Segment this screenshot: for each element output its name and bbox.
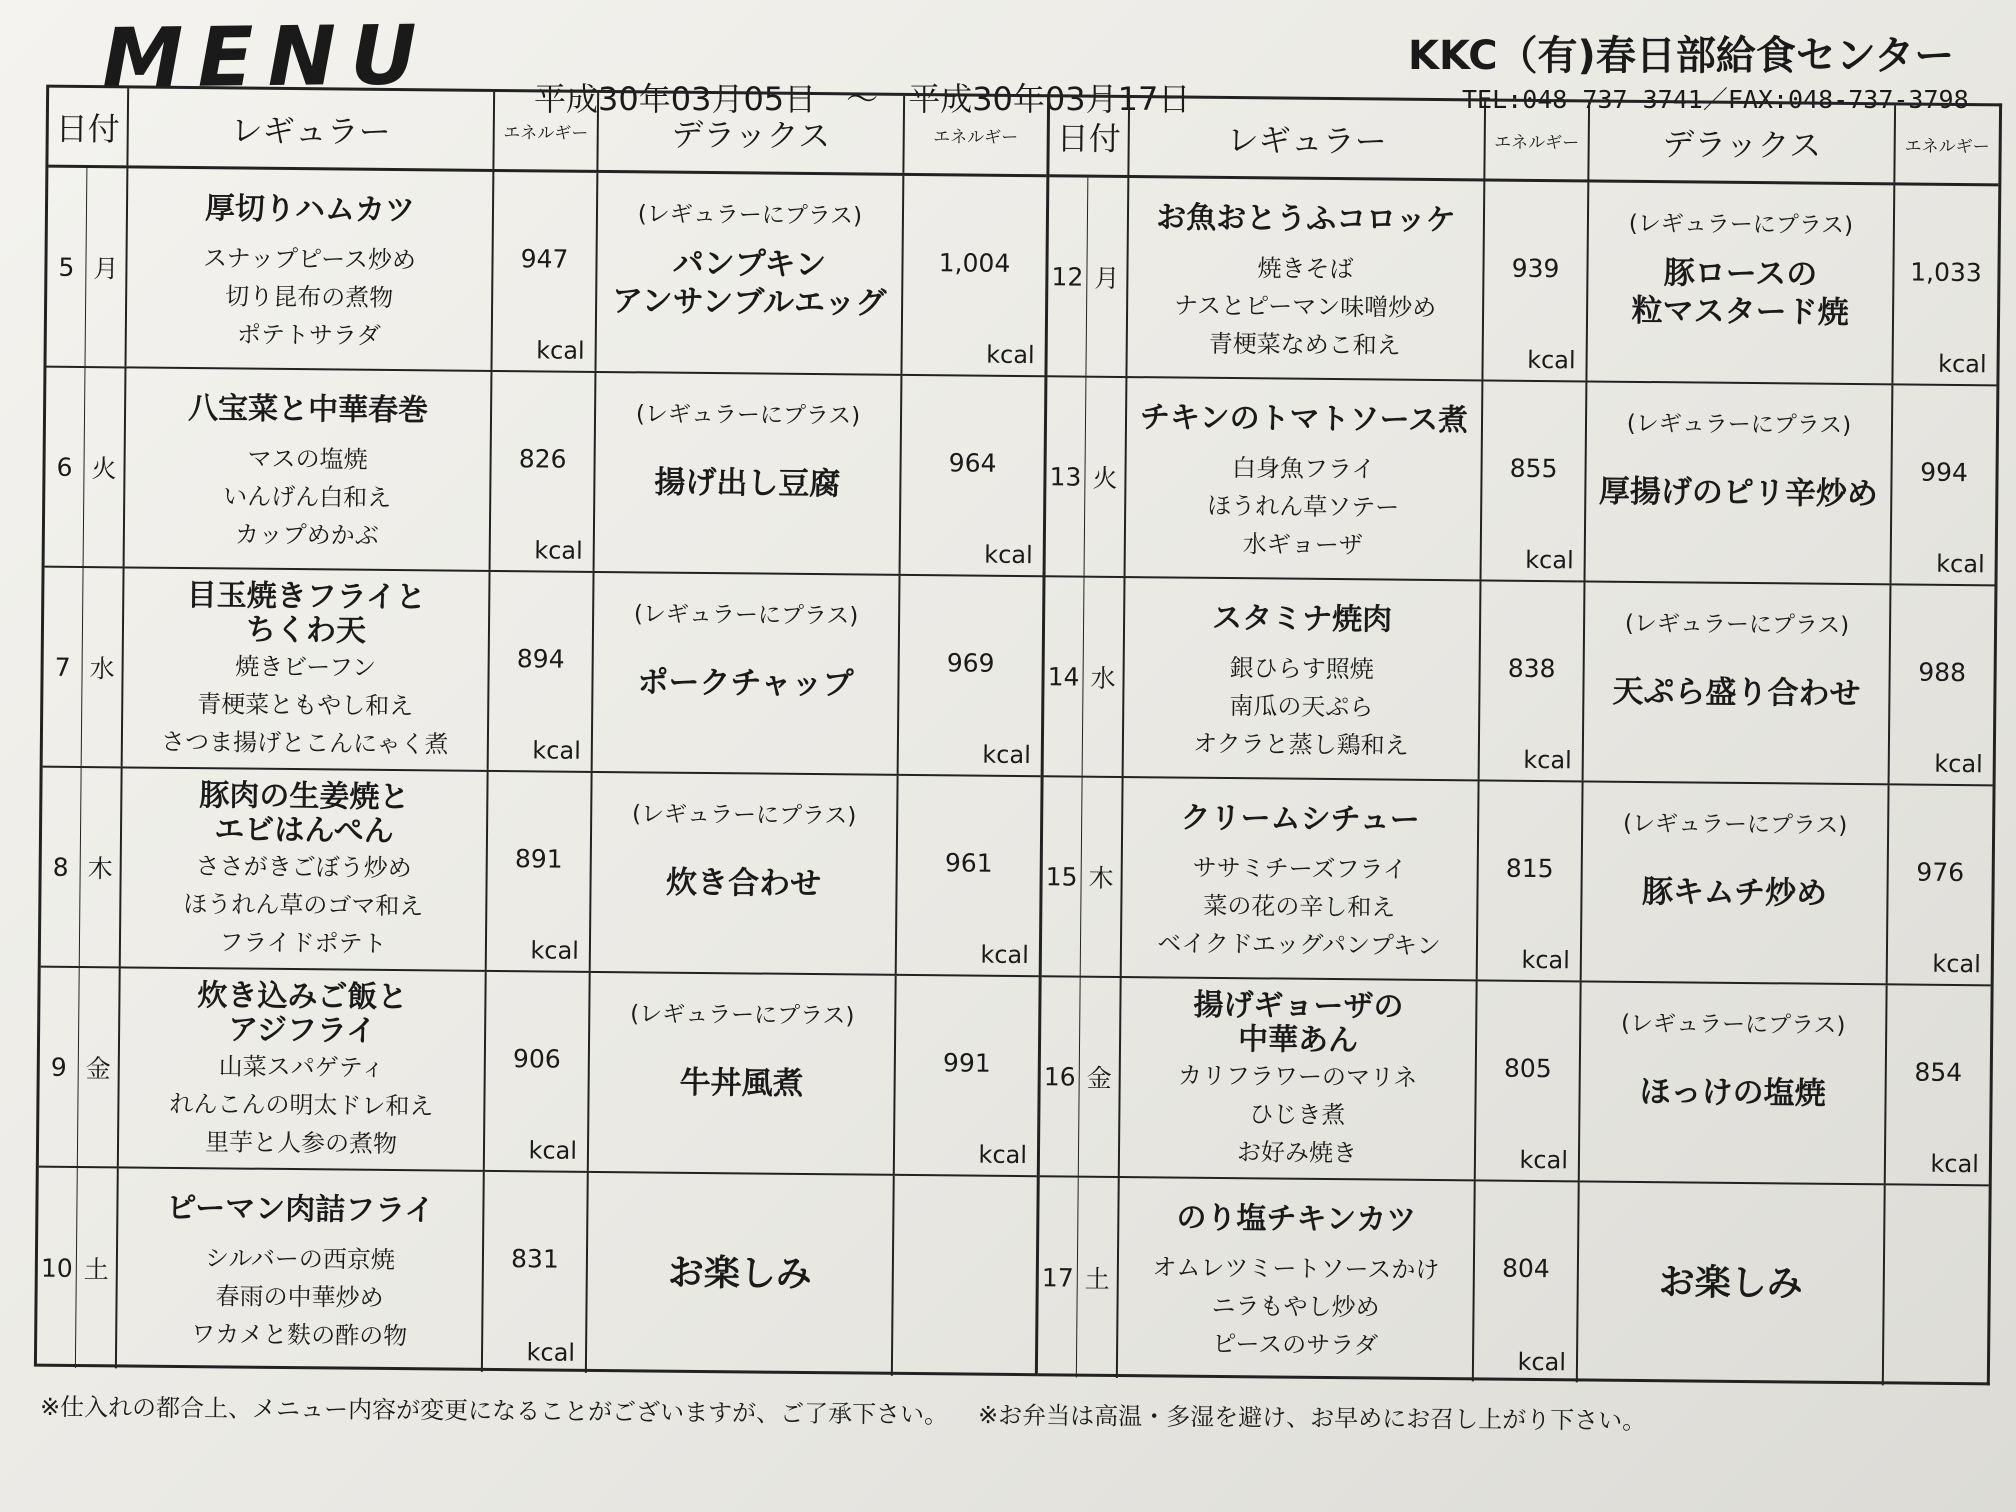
- kcal-unit: kcal: [1519, 1145, 1569, 1175]
- regular-energy-cell: [487, 772, 593, 971]
- side-dish: 菜の花の辛し和え: [1203, 891, 1396, 922]
- regular-energy-value: 906: [512, 1044, 561, 1074]
- main-dish: 八宝菜と中華春巻: [187, 391, 429, 429]
- kcal-unit: kcal: [530, 936, 580, 965]
- day-number: 5: [47, 168, 88, 366]
- weekday: 木: [1088, 863, 1114, 893]
- side-dish: シルバーの西京焼: [204, 1244, 395, 1275]
- header-deluxe: デラックス: [1589, 102, 1896, 182]
- deluxe-menu-cell: [1587, 182, 1895, 383]
- kcal-unit: kcal: [1525, 545, 1574, 575]
- kcal-unit: kcal: [1521, 945, 1570, 975]
- main-dish: 炊き込みご飯と アジフライ: [197, 978, 408, 1049]
- deluxe-menu-cell: [1580, 982, 1888, 1183]
- kcal-unit: kcal: [532, 736, 581, 765]
- side-dish: ピースのサラダ: [1212, 1329, 1379, 1360]
- table-header: [1049, 97, 1999, 186]
- regular-energy-cell: [1478, 781, 1584, 980]
- side-dish: オクラと蒸し鶏和え: [1193, 729, 1409, 760]
- regular-energy-value: 939: [1511, 253, 1560, 284]
- side-dish: ひじき煮: [1249, 1100, 1346, 1130]
- regular-energy-value: 855: [1509, 453, 1558, 484]
- table-row: [37, 1168, 1037, 1378]
- header-energy: エネルギー: [1485, 101, 1590, 179]
- deluxe-energy-value: 854: [1914, 1057, 1963, 1088]
- table-row: [1038, 1177, 1989, 1386]
- date-cell: [37, 1168, 119, 1369]
- table-row: [46, 168, 1046, 378]
- deluxe-energy-value: 969: [946, 648, 995, 678]
- table-row: [1044, 577, 1995, 786]
- date-cell: [47, 168, 129, 367]
- deluxe-note: (レギュラーにプラス): [1620, 1010, 1846, 1039]
- weekday: 月: [93, 254, 119, 284]
- side-dish: 焼きそば: [1257, 254, 1354, 284]
- date-cell: [1038, 1177, 1120, 1378]
- deluxe-energy-cell: [1890, 585, 1995, 784]
- company-name: KKC（有)春日部給食センター: [1408, 33, 1955, 79]
- weekday: 月: [1094, 263, 1120, 293]
- date-cell: [43, 568, 125, 767]
- day-number: 16: [1040, 977, 1081, 1175]
- regular-energy-value: 891: [514, 844, 563, 874]
- deluxe-note: (レギュラーにプラス): [1622, 810, 1848, 839]
- kcal-unit: kcal: [1938, 349, 1987, 379]
- regular-energy-cell: [1482, 381, 1588, 580]
- regular-menu-cell: [119, 968, 487, 1170]
- side-dish: フライドポテト: [219, 928, 387, 958]
- date-cell: [1046, 377, 1128, 576]
- regular-energy-value: 947: [520, 244, 569, 274]
- regular-menu-cell: [125, 368, 493, 570]
- day-number: 15: [1042, 777, 1083, 975]
- deluxe-dish: ほっけの塩焼: [1639, 1073, 1826, 1112]
- main-dish: 厚切りハムカツ: [204, 191, 416, 229]
- deluxe-energy-cell: [901, 376, 1045, 575]
- side-dish: 南瓜の天ぷら: [1229, 692, 1374, 722]
- date-cell: [1040, 977, 1122, 1176]
- deluxe-dish: お楽しみ: [667, 1252, 813, 1296]
- regular-energy-value: 838: [1507, 653, 1556, 684]
- weekday: 金: [85, 1054, 111, 1084]
- side-dish: オムレツミートソースかけ: [1152, 1253, 1440, 1285]
- weekday: 火: [1092, 463, 1118, 493]
- regular-menu-cell: [126, 168, 494, 370]
- weekday: 水: [1090, 663, 1116, 693]
- deluxe-energy-cell: [1888, 785, 1993, 984]
- deluxe-energy-cell: [895, 976, 1039, 1175]
- kcal-unit: kcal: [980, 940, 1030, 970]
- side-dish: 切り昆布の煮物: [225, 282, 394, 312]
- day-number: 12: [1047, 177, 1088, 375]
- deluxe-note: (レギュラーにプラス): [633, 601, 859, 630]
- header-deluxe-energy: エネルギー: [933, 127, 1019, 148]
- header-deluxe-energy: エネルギー: [1904, 136, 1990, 158]
- menu-table-left: [34, 85, 1050, 1377]
- kcal-unit: kcal: [986, 340, 1035, 370]
- regular-energy-cell: [1474, 1181, 1580, 1382]
- regular-energy-cell: [483, 1172, 589, 1373]
- side-dish: ほうれん草のゴマ和え: [183, 889, 424, 921]
- kcal-unit: kcal: [982, 740, 1031, 770]
- deluxe-dish: 炊き合わせ: [665, 864, 822, 902]
- day-number: 7: [43, 568, 84, 766]
- deluxe-menu-cell: [587, 1173, 895, 1376]
- side-dish: ほうれん草ソテー: [1207, 491, 1400, 522]
- deluxe-energy-cell: [897, 776, 1041, 975]
- header-date: 日付: [48, 88, 129, 166]
- side-dish: ささがきごぼう炒め: [195, 852, 412, 883]
- deluxe-menu-cell: [591, 773, 899, 974]
- date-cell: [1042, 777, 1124, 976]
- deluxe-energy-cell: [902, 176, 1046, 375]
- date-cell: [41, 768, 123, 967]
- main-dish: お魚おとうふコロッケ: [1156, 200, 1456, 239]
- date-cell: [39, 968, 121, 1167]
- menu-table: [34, 85, 2002, 1386]
- menu-title: MENU: [101, 8, 432, 107]
- main-dish: 目玉焼きフライと ちくわ天: [186, 578, 427, 649]
- menu-table-right: [1038, 94, 2002, 1385]
- contact-info: TEL:048-737-3741／FAX:048-737-3798: [1462, 85, 1969, 114]
- deluxe-energy-value: 988: [1918, 657, 1967, 688]
- table-row: [45, 368, 1045, 578]
- day-number: 10: [37, 1168, 78, 1368]
- deluxe-dish: パンプキン アンサンブルエッグ: [611, 245, 887, 322]
- footnote-storage-notice: ※お弁当は高温・多湿を避け、お早めにお召し上がり下さい。: [977, 1401, 1647, 1436]
- side-dish: ササミチーズフライ: [1192, 853, 1407, 884]
- deluxe-energy-value: 1,004: [938, 248, 1011, 278]
- regular-energy-value: 815: [1505, 853, 1554, 884]
- header-energy: エネルギー: [494, 92, 599, 170]
- deluxe-menu-cell: [1584, 582, 1892, 783]
- deluxe-menu-cell: [596, 173, 904, 374]
- deluxe-energy-value: 1,033: [1910, 257, 1982, 288]
- day-number: 17: [1038, 1177, 1079, 1377]
- deluxe-note: (レギュラーにプラス): [631, 801, 857, 830]
- deluxe-menu-cell: [593, 573, 901, 774]
- side-dish: 水ギョーザ: [1242, 530, 1363, 560]
- side-dish: ワカメと麩の酢の物: [191, 1320, 408, 1351]
- regular-menu-cell: [1122, 778, 1480, 979]
- deluxe-energy-cell: [899, 576, 1043, 775]
- kcal-unit: kcal: [984, 540, 1033, 570]
- regular-menu-cell: [1118, 1178, 1476, 1381]
- regular-menu-cell: [1127, 178, 1485, 379]
- kcal-unit: kcal: [1523, 745, 1572, 775]
- header-regular: レギュラー: [128, 88, 495, 169]
- deluxe-dish: 揚げ出し豆腐: [654, 463, 841, 502]
- deluxe-menu-cell: [595, 373, 903, 574]
- main-dish: 豚肉の生姜焼と エビはんぺん: [199, 778, 410, 850]
- side-dish: さつま揚げとこんにゃく煮: [160, 727, 449, 759]
- table-row: [43, 568, 1043, 778]
- deluxe-dish: 牛丼風煮: [679, 1064, 804, 1102]
- kcal-unit: kcal: [1936, 549, 1985, 579]
- deluxe-note: (レギュラーにプラス): [1624, 610, 1850, 639]
- main-dish: ピーマン肉詰フライ: [166, 1190, 435, 1229]
- deluxe-note: (レギュラーにプラス): [635, 401, 861, 430]
- side-dish: 青梗菜なめこ和え: [1208, 329, 1401, 360]
- deluxe-dish: 天ぷら盛り合わせ: [1612, 673, 1861, 712]
- kcal-unit: kcal: [978, 1140, 1028, 1170]
- weekday: 土: [83, 1255, 109, 1285]
- regular-menu-cell: [1120, 978, 1478, 1179]
- weekday: 水: [89, 654, 115, 684]
- header-date: 日付: [1049, 97, 1130, 175]
- regular-energy-value: 804: [1501, 1253, 1550, 1284]
- period-separator: ～: [846, 80, 879, 118]
- deluxe-energy-value: 964: [948, 448, 997, 478]
- regular-energy-cell: [1476, 981, 1582, 1180]
- kcal-unit: kcal: [1527, 345, 1576, 375]
- day-number: 8: [41, 768, 82, 966]
- day-number: 13: [1046, 377, 1087, 575]
- side-dish: カリフラワーのマリネ: [1177, 1061, 1418, 1092]
- period-start: 平成30年03月05日: [534, 80, 817, 118]
- regular-menu-cell: [117, 1168, 485, 1372]
- period-end: 平成30年03月17日: [908, 80, 1191, 118]
- weekday: 金: [1086, 1063, 1112, 1093]
- footnote: [40, 1387, 1646, 1436]
- deluxe-menu-cell: [1578, 1182, 1886, 1385]
- regular-energy-value: 826: [518, 444, 567, 474]
- side-dish: 里芋と人参の煮物: [204, 1128, 398, 1159]
- kcal-unit: kcal: [534, 536, 583, 565]
- deluxe-note: (レギュラーにプラス): [630, 1001, 855, 1030]
- table-row: [1042, 777, 1993, 986]
- deluxe-energy-cell: [1891, 385, 1996, 584]
- header-regular: レギュラー: [1129, 98, 1486, 178]
- day-number: 14: [1044, 577, 1085, 775]
- deluxe-energy-value: 994: [1920, 457, 1969, 488]
- side-dish: 春雨の中華炒め: [215, 1282, 384, 1312]
- main-dish: チキンのトマトソース煮: [1139, 400, 1469, 439]
- deluxe-energy-cell: [1884, 1185, 1989, 1386]
- table-row: [41, 768, 1041, 978]
- side-dish: 白身魚フライ: [1231, 454, 1376, 484]
- side-dish: ポテトサラダ: [236, 320, 381, 350]
- kcal-unit: kcal: [1930, 1149, 1980, 1179]
- side-dish: ベイクドエッグパンプキン: [1157, 929, 1441, 961]
- deluxe-note: (レギュラーにプラス): [1626, 410, 1852, 439]
- kcal-unit: kcal: [526, 1338, 576, 1367]
- regular-energy-value: 805: [1503, 1053, 1552, 1084]
- regular-menu-cell: [121, 768, 489, 970]
- deluxe-dish: 厚揚げのピリ辛炒め: [1598, 473, 1879, 512]
- date-cell: [1044, 577, 1126, 776]
- header-deluxe: デラックス: [598, 93, 905, 173]
- regular-menu-cell: [123, 568, 491, 770]
- side-dish: れんこんの明太ドレ和え: [169, 1089, 434, 1121]
- side-dish: カップめかぶ: [234, 520, 379, 550]
- table-row: [1040, 977, 1991, 1186]
- side-dish: ニラもやし炒め: [1211, 1291, 1380, 1322]
- deluxe-dish: 豚ロースの 粒マスタード焼: [1631, 254, 1849, 331]
- deluxe-menu-cell: [1586, 382, 1894, 583]
- weekday: 火: [91, 454, 117, 484]
- day-number: 6: [45, 368, 86, 566]
- side-dish: マスの塩焼: [247, 444, 368, 474]
- regular-energy-value: 894: [516, 644, 565, 674]
- regular-energy-cell: [485, 972, 591, 1171]
- table-row: [39, 968, 1039, 1178]
- main-dish: のり塩チキンカツ: [1176, 1200, 1417, 1238]
- regular-energy-cell: [1483, 181, 1589, 380]
- kcal-unit: kcal: [1934, 749, 1983, 779]
- side-dish: お好み焼き: [1236, 1138, 1358, 1168]
- kcal-unit: kcal: [1932, 949, 1981, 979]
- table-row: [1046, 377, 1997, 586]
- main-dish: クリームシチュー: [1180, 800, 1420, 838]
- side-dish: 山菜スパゲティ: [218, 1052, 385, 1082]
- date-cell: [1047, 177, 1129, 376]
- side-dish: 青梗菜ともやし和え: [197, 690, 414, 721]
- deluxe-dish: ポークチャップ: [637, 663, 854, 702]
- table-header: [48, 88, 1047, 178]
- deluxe-note: (レギュラーにプラス): [1628, 210, 1854, 239]
- regular-menu-cell: [1124, 578, 1482, 779]
- side-dish: いんげん白和え: [223, 482, 392, 512]
- deluxe-dish: お楽しみ: [1658, 1262, 1803, 1305]
- kcal-unit: kcal: [536, 336, 585, 365]
- table-row: [1047, 177, 1998, 386]
- deluxe-note: (レギュラーにプラス): [637, 201, 863, 230]
- deluxe-energy-value: 961: [944, 848, 993, 878]
- deluxe-menu-cell: [1582, 782, 1890, 983]
- regular-energy-cell: [492, 172, 598, 371]
- deluxe-energy-cell: [893, 1176, 1037, 1377]
- main-dish: 揚げギョーザの 中華あん: [1193, 987, 1404, 1059]
- side-dish: 焼きビーフン: [235, 652, 377, 682]
- regular-energy-cell: [1480, 581, 1586, 780]
- date-cell: [45, 368, 127, 567]
- kcal-unit: kcal: [528, 1136, 578, 1165]
- deluxe-dish: 豚キムチ炒め: [1641, 873, 1828, 912]
- regular-energy-value: 831: [510, 1244, 559, 1274]
- footnote-change-notice: ※仕入れの都合上、メニュー内容が変更になることがございますが、ご了承下さい。: [39, 1392, 949, 1429]
- deluxe-energy-cell: [1893, 185, 1998, 384]
- weekday: 木: [87, 854, 113, 884]
- deluxe-energy-value: 991: [942, 1048, 991, 1078]
- deluxe-energy-value: 976: [1916, 857, 1965, 888]
- weekday: 土: [1084, 1264, 1110, 1294]
- kcal-unit: kcal: [1517, 1347, 1567, 1377]
- main-dish: スタミナ焼肉: [1211, 600, 1393, 638]
- side-dish: スナップピース炒め: [202, 244, 417, 275]
- regular-energy-cell: [489, 572, 595, 771]
- day-number: 9: [39, 968, 80, 1166]
- regular-menu-cell: [1126, 378, 1484, 579]
- deluxe-energy-cell: [1886, 985, 1991, 1184]
- side-dish: ナスとピーマン味噌炒め: [1173, 291, 1437, 322]
- deluxe-menu-cell: [589, 973, 897, 1174]
- side-dish: 銀ひらす照焼: [1229, 654, 1374, 684]
- regular-energy-cell: [491, 372, 597, 571]
